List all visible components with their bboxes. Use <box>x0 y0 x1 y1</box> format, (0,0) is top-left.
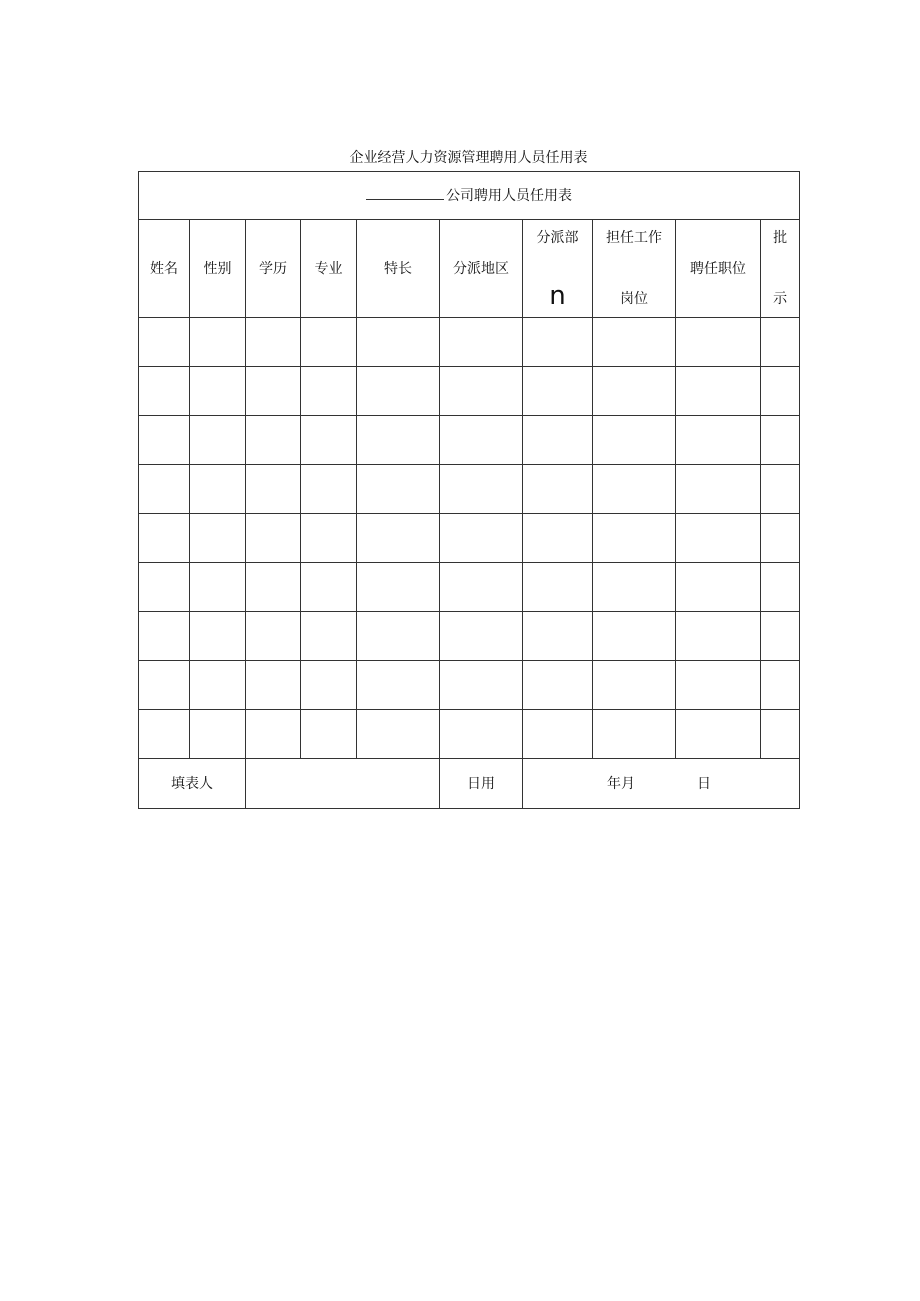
cell-education[interactable] <box>246 661 301 710</box>
header-approval-top: 批 <box>773 230 788 246</box>
cell-position[interactable] <box>676 710 761 759</box>
form-subtitle: 公司聘用人员任用表 <box>446 187 573 204</box>
header-specialty: 特长 <box>357 220 440 318</box>
cell-approval[interactable] <box>761 514 800 563</box>
table-row <box>139 563 800 612</box>
cell-name[interactable] <box>139 367 190 416</box>
cell-post[interactable] <box>593 710 676 759</box>
cell-major[interactable] <box>301 465 357 514</box>
cell-department[interactable] <box>523 367 593 416</box>
cell-major[interactable] <box>301 416 357 465</box>
appointment-form-table <box>138 171 800 809</box>
cell-education[interactable] <box>246 612 301 661</box>
cell-major[interactable] <box>301 661 357 710</box>
cell-education[interactable] <box>246 465 301 514</box>
cell-gender[interactable] <box>190 367 246 416</box>
cell-approval[interactable] <box>761 661 800 710</box>
cell-name[interactable] <box>139 710 190 759</box>
cell-gender[interactable] <box>190 318 246 367</box>
cell-department[interactable] <box>523 563 593 612</box>
cell-major[interactable] <box>301 710 357 759</box>
header-post-top: 担任工作 <box>606 230 662 246</box>
header-gender: 性别 <box>190 220 246 318</box>
cell-name[interactable] <box>139 612 190 661</box>
cell-region[interactable] <box>440 612 523 661</box>
cell-education[interactable] <box>246 710 301 759</box>
cell-region[interactable] <box>440 416 523 465</box>
footer-row <box>139 759 800 809</box>
cell-specialty[interactable] <box>357 465 440 514</box>
cell-gender[interactable] <box>190 416 246 465</box>
table-row <box>139 710 800 759</box>
cell-name[interactable] <box>139 661 190 710</box>
header-row <box>139 220 800 318</box>
cell-education[interactable] <box>246 416 301 465</box>
footer-filler-label: 填表人 <box>139 759 246 809</box>
footer-date-input[interactable] <box>523 759 800 809</box>
cell-department[interactable] <box>523 710 593 759</box>
cell-position[interactable] <box>676 416 761 465</box>
cell-region[interactable] <box>440 514 523 563</box>
cell-region[interactable] <box>440 318 523 367</box>
header-department <box>523 220 593 318</box>
cell-region[interactable] <box>440 563 523 612</box>
cell-position[interactable] <box>676 465 761 514</box>
cell-gender[interactable] <box>190 612 246 661</box>
document-title: 企业经营人力资源管理聘用人员任用表 <box>349 150 588 166</box>
cell-education[interactable] <box>246 318 301 367</box>
cell-name[interactable] <box>139 318 190 367</box>
cell-major[interactable] <box>301 367 357 416</box>
cell-position[interactable] <box>676 318 761 367</box>
cell-education[interactable] <box>246 367 301 416</box>
cell-name[interactable] <box>139 416 190 465</box>
cell-department[interactable] <box>523 612 593 661</box>
cell-approval[interactable] <box>761 465 800 514</box>
cell-department[interactable] <box>523 661 593 710</box>
cell-post[interactable] <box>593 612 676 661</box>
cell-post[interactable] <box>593 465 676 514</box>
header-approval <box>761 220 800 318</box>
cell-gender[interactable] <box>190 563 246 612</box>
cell-education[interactable] <box>246 563 301 612</box>
header-name: 姓名 <box>139 220 190 318</box>
cell-position[interactable] <box>676 367 761 416</box>
cell-position[interactable] <box>676 661 761 710</box>
cell-education[interactable] <box>246 514 301 563</box>
cell-region[interactable] <box>440 465 523 514</box>
header-position: 聘任职位 <box>676 220 761 318</box>
cell-approval[interactable] <box>761 563 800 612</box>
cell-specialty[interactable] <box>357 563 440 612</box>
cell-department[interactable] <box>523 514 593 563</box>
table-row <box>139 367 800 416</box>
cell-specialty[interactable] <box>357 710 440 759</box>
cell-major[interactable] <box>301 612 357 661</box>
cell-approval[interactable] <box>761 318 800 367</box>
cell-position[interactable] <box>676 612 761 661</box>
table-row <box>139 318 800 367</box>
cell-specialty[interactable] <box>357 612 440 661</box>
header-post <box>593 220 676 318</box>
table-row <box>139 661 800 710</box>
cell-gender[interactable] <box>190 465 246 514</box>
footer-day: 日 <box>697 775 711 792</box>
header-department-bottom: n <box>549 281 566 311</box>
subtitle-cell <box>139 172 800 220</box>
table-row <box>139 465 800 514</box>
cell-department[interactable] <box>523 416 593 465</box>
footer-year-month: 年月 <box>607 775 635 792</box>
cell-major[interactable] <box>301 563 357 612</box>
header-post-bottom: 岗位 <box>620 291 648 307</box>
footer-date-label: 日用 <box>440 759 523 809</box>
cell-department[interactable] <box>523 465 593 514</box>
cell-name[interactable] <box>139 465 190 514</box>
cell-specialty[interactable] <box>357 514 440 563</box>
cell-post[interactable] <box>593 318 676 367</box>
cell-post[interactable] <box>593 416 676 465</box>
cell-region[interactable] <box>440 661 523 710</box>
cell-post[interactable] <box>593 661 676 710</box>
cell-gender[interactable] <box>190 710 246 759</box>
cell-name[interactable] <box>139 563 190 612</box>
cell-approval[interactable] <box>761 416 800 465</box>
table-row <box>139 514 800 563</box>
cell-specialty[interactable] <box>357 318 440 367</box>
cell-region[interactable] <box>440 710 523 759</box>
cell-specialty[interactable] <box>357 367 440 416</box>
cell-post[interactable] <box>593 563 676 612</box>
cell-position[interactable] <box>676 563 761 612</box>
cell-major[interactable] <box>301 514 357 563</box>
header-education: 学历 <box>246 220 301 318</box>
cell-specialty[interactable] <box>357 661 440 710</box>
company-name-blank[interactable] <box>366 187 444 200</box>
cell-position[interactable] <box>676 514 761 563</box>
header-major: 专业 <box>301 220 357 318</box>
cell-post[interactable] <box>593 367 676 416</box>
cell-post[interactable] <box>593 514 676 563</box>
header-department-top: 分派部 <box>536 230 579 246</box>
cell-approval[interactable] <box>761 710 800 759</box>
cell-gender[interactable] <box>190 661 246 710</box>
cell-name[interactable] <box>139 514 190 563</box>
footer-filler-input[interactable] <box>246 759 440 809</box>
table-row <box>139 612 800 661</box>
cell-department[interactable] <box>523 318 593 367</box>
cell-gender[interactable] <box>190 514 246 563</box>
subtitle-row <box>139 172 800 220</box>
cell-approval[interactable] <box>761 367 800 416</box>
table-row <box>139 416 800 465</box>
cell-specialty[interactable] <box>357 416 440 465</box>
cell-region[interactable] <box>440 367 523 416</box>
header-region: 分派地区 <box>440 220 523 318</box>
cell-approval[interactable] <box>761 612 800 661</box>
cell-major[interactable] <box>301 318 357 367</box>
header-approval-bottom: 示 <box>773 291 788 307</box>
